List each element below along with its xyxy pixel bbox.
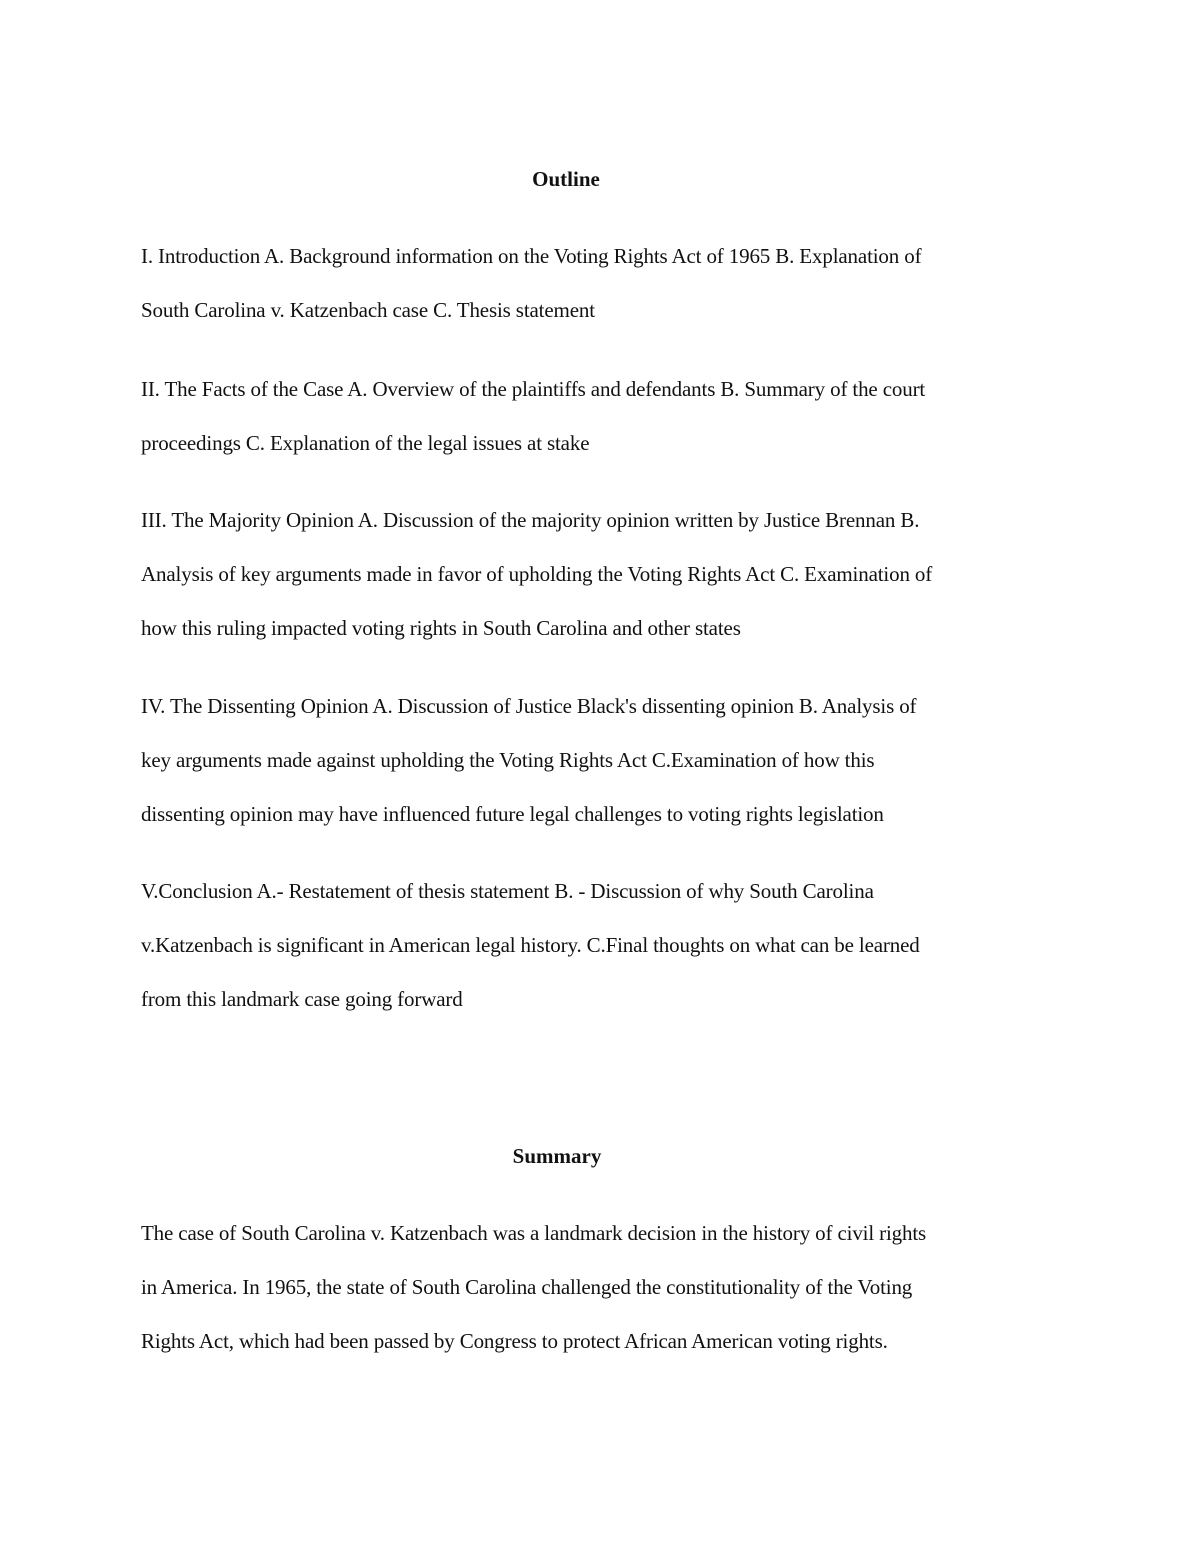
summary-heading: Summary [512,1144,602,1168]
text-line: v.Katzenbach is significant in American legal history. C.Final thoughts on what can be learned [141,933,920,957]
text-line: South Carolina v. Katzenbach case C. Thesis statement [141,298,595,322]
outline-section-majority-opinion [141,493,1061,655]
text-line: III. The Majority Opinion A. Discussion of the majority opinion written by Justice Brennan B. [141,508,920,532]
text-line: II. The Facts of the Case A. Overview of the plaintiffs and defendants B. Summary of the court [141,377,926,401]
text-line: IV. The Dissenting Opinion A. Discussion of Justice Black's dissenting opinion B. Analysis of [141,694,917,718]
text-line: key arguments made against upholding the Voting Rights Act C.Examination of how this [141,748,875,772]
text-line: Analysis of key arguments made in favor of upholding the Voting Rights Act C. Examination of [141,562,933,586]
outline-section-facts [141,362,1061,470]
text-line: how this ruling impacted voting rights in South Carolina and other states [141,616,741,640]
text-line: from this landmark case going forward [141,987,463,1011]
text-line: I. Introduction A. Background information on the Voting Rights Act of 1965 B. Explanation of [141,244,922,268]
text-line: Rights Act, which had been passed by Congress to protect African American voting rights. [141,1329,888,1353]
outline-heading: Outline [532,167,600,191]
outline-section-introduction [141,229,1061,337]
summary-paragraph [141,1206,1061,1368]
text-line: proceedings C. Explanation of the legal issues at stake [141,431,590,455]
outline-section-conclusion [141,864,1061,1026]
text-line: dissenting opinion may have influenced future legal challenges to voting rights legislation [141,802,884,826]
text-line: in America. In 1965, the state of South Carolina challenged the constitutionality of the Voting [141,1275,913,1299]
text-line: The case of South Carolina v. Katzenbach was a landmark decision in the history of civil rights [141,1221,927,1245]
text-line: V.Conclusion A.- Restatement of thesis statement B. - Discussion of why South Carolina [141,879,874,903]
outline-section-dissenting-opinion [141,679,1061,841]
